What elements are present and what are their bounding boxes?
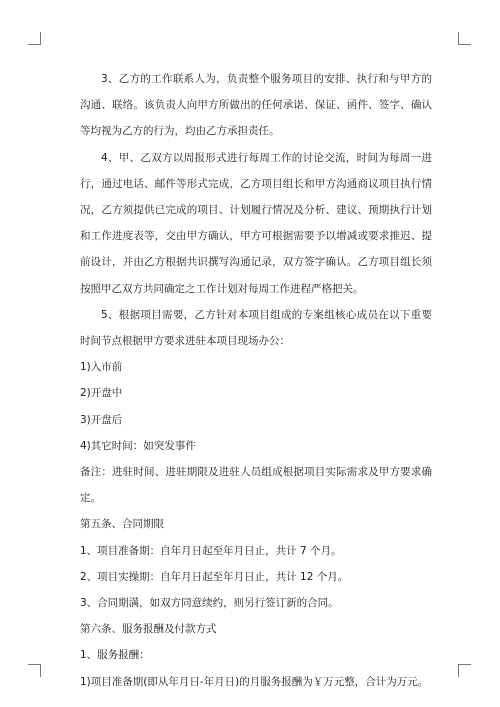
- list-item-during-opening: 2)开盘中: [80, 387, 123, 400]
- paragraph-onsite-office: 5、根据项目需要，乙方针对本项目组成的专案组核心成员在以下重要时间节点根据甲方要求进驻本项目现场办公：: [80, 308, 432, 348]
- term-operation-period: 2、项目实操期：自年月日起至年月日止，共计 12 个月。: [80, 570, 349, 583]
- term-renewal: 3、合同期满，如双方同意续约，则另行签订新的合同。: [80, 597, 339, 610]
- corner-mark-bottom-left: [28, 664, 41, 677]
- corner-mark-bottom-right: [458, 664, 471, 677]
- payment-preparation-fee: 1)项目准备期(即从年月日-年月日)的月服务报酬为￥万元整，合计为万元。: [80, 675, 429, 688]
- section-heading-contract-term: 第五条、合同期限: [80, 518, 164, 531]
- paragraph-contact-person: 3、乙方的工作联系人为，负责整个服务项目的安排、执行和与甲方的沟通、联络。该负责人向甲方所做出的任何承诺、保证、函件、签字、确认等均视为乙方的行为，均由乙方承担责任。: [80, 73, 432, 138]
- term-preparation-period: 1、项目准备期：自年月日起至年月日止，共计 7 个月。: [80, 544, 342, 557]
- document-body: [80, 66, 432, 695]
- list-item-after-opening: 3)开盘后: [80, 413, 123, 426]
- corner-mark-top-right: [458, 32, 471, 45]
- corner-mark-top-left: [28, 32, 41, 45]
- list-item-before-launch: 1)入市前: [80, 361, 123, 374]
- paragraph-weekly-report: 4、甲、乙双方以周报形式进行每周工作的讨论交流，时间为每周一进行，通过电话、邮件等形式完成，乙方项目组长和甲方沟通商议项目执行情况，乙方须提供已完成的项目、计划履行情况及分析、建议、预期执行计划和工作进度表等，交由甲方确认，甲方可根据需要予以增减或要求推迟、提前设计，并由乙方根据共识撰写沟通记录，双方签字确认。乙方项目组长须按照甲乙双方共同确定之工作计划对每周工作进程严格把关。: [80, 151, 432, 295]
- remark-paragraph: 备注：进驻时间、进驻期限及进驻人员组成根据项目实际需求及甲方要求确定。: [80, 466, 432, 505]
- payment-service-fee: 1、服务报酬：: [80, 649, 150, 662]
- section-heading-payment: 第六条、服务报酬及付款方式: [80, 623, 217, 636]
- list-item-other-time: 4)其它时间：如突发事件: [80, 439, 196, 452]
